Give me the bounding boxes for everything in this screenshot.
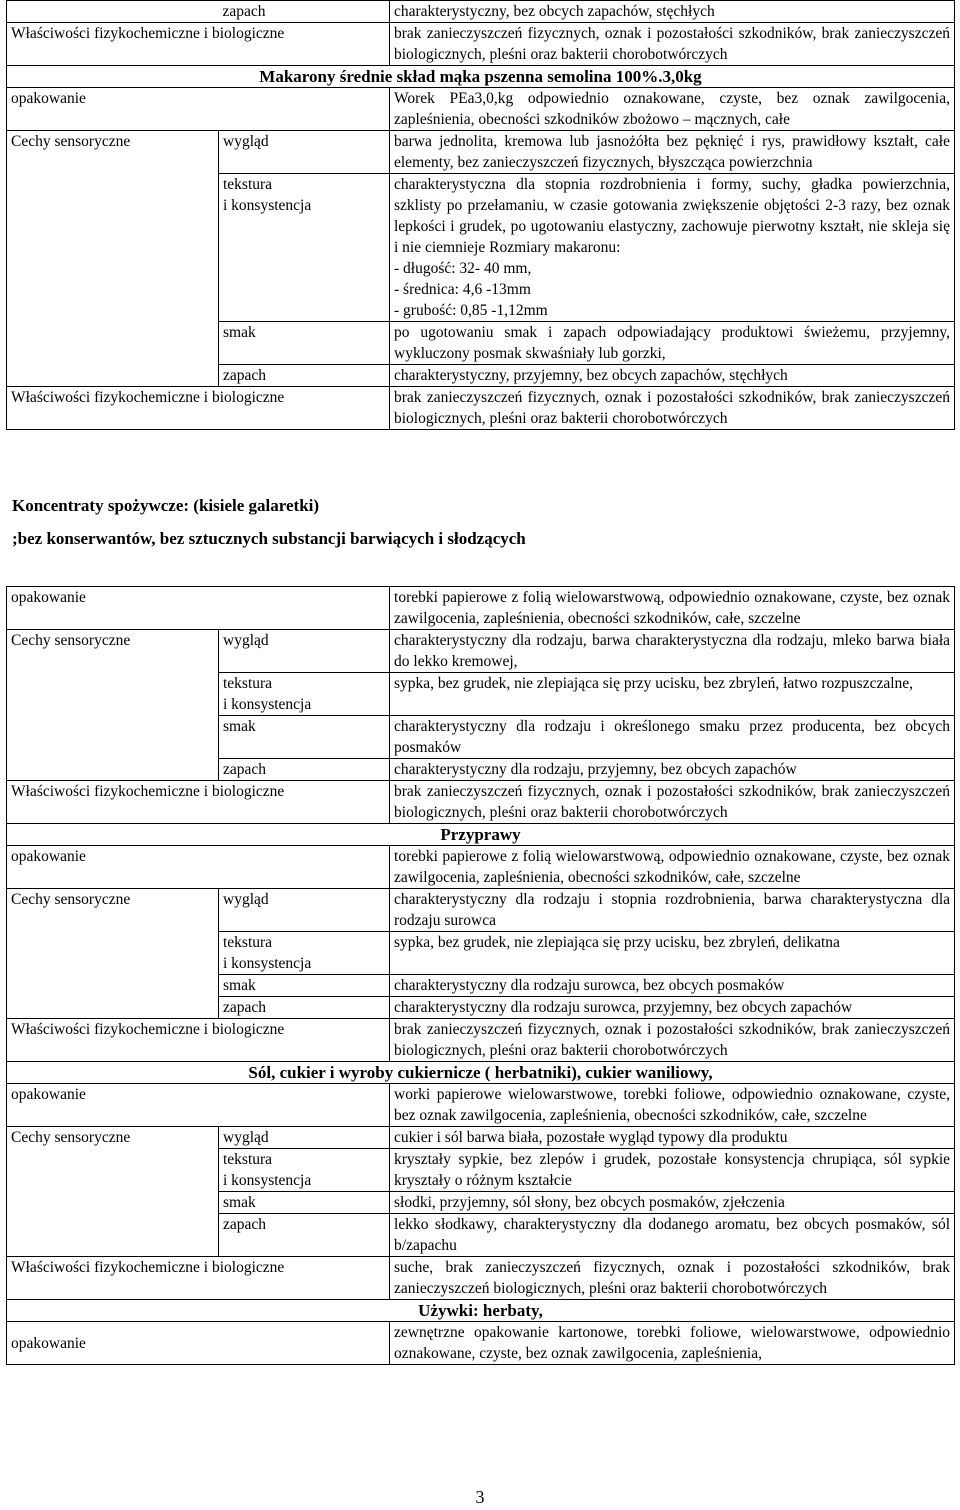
section-heading-przyprawy: Przyprawy <box>7 824 955 846</box>
row-sublabel <box>219 673 390 716</box>
table-row <box>7 716 955 759</box>
table-row <box>7 932 955 975</box>
table-row <box>7 1257 955 1300</box>
row-sublabel: wygląd <box>219 131 390 174</box>
row-value <box>390 174 955 322</box>
table-row <box>7 1084 955 1127</box>
row-value: charakterystyczny dla rodzaju i stopnia rozdrobnienia, barwa charakterystyczna dla rodzaju surowca <box>390 889 955 932</box>
table-row <box>7 630 955 673</box>
row-label: opakowanie <box>7 587 390 630</box>
row-sublabel: zapach <box>219 1 390 23</box>
row-label-empty <box>7 997 219 1019</box>
row-label: Właściwości fizykochemiczne i biologiczne <box>7 23 390 66</box>
row-label: opakowanie <box>7 1084 390 1127</box>
products-spec-table <box>6 586 955 1365</box>
table-row <box>7 1019 955 1062</box>
table-row <box>7 23 955 66</box>
row-label-empty <box>7 322 219 365</box>
row-value: barwa jednolita, kremowa lub jasnożółta bez pęknięć i rys, prawidłowy kształt, całe elementy, bez zanieczyszczeń fizycznych, błyszcząca powierzchnia <box>390 131 955 174</box>
table-row <box>7 1214 955 1257</box>
row-label: opakowanie <box>7 1322 390 1365</box>
row-value: torebki papierowe z folią wielowarstwową, odpowiednio oznakowane, czyste, bez oznak zawilgocenia, zapleśnienia, obecności szkodników, całe, szczelne <box>390 587 955 630</box>
row-label: Cechy sensoryczne <box>7 630 219 673</box>
table-row <box>7 673 955 716</box>
table-row <box>7 975 955 997</box>
row-sublabel: smak <box>219 975 390 997</box>
row-value: słodki, przyjemny, sól słony, bez obcych posmaków, zjełczenia <box>390 1192 955 1214</box>
koncentraty-subtitle: ;bez konserwantów, bez sztucznych substancji barwiących i słodzących <box>12 529 526 548</box>
row-value: charakterystyczny dla rodzaju, przyjemny, bez obcych zapachów <box>390 759 955 781</box>
row-sublabel <box>219 174 390 322</box>
row-sublabel: zapach <box>219 759 390 781</box>
second-table-block <box>6 586 954 1365</box>
row-value: charakterystyczny dla rodzaju, barwa charakterystyczna dla rodzaju, mleko barwa biała do lekko kremowej, <box>390 630 955 673</box>
section-heading-uzywki: Używki: herbaty, <box>7 1300 955 1322</box>
row-value: sypka, bez grudek, nie zlepiająca się przy ucisku, bez zbryleń, łatwo rozpuszczalne, <box>390 673 955 716</box>
table-row <box>7 587 955 630</box>
table-row <box>7 997 955 1019</box>
row-sublabel: smak <box>219 716 390 759</box>
tekstura-label: tekstura <box>223 675 273 692</box>
konsystencja-label: i konsystencja <box>223 1172 312 1189</box>
row-label <box>7 1 219 23</box>
table-row <box>7 846 955 889</box>
table-row <box>7 365 955 387</box>
row-value: torebki papierowe z folią wielowarstwową, odpowiednio oznakowane, czyste, bez oznak zawilgocenia, zapleśnienia, obecności szkodników, całe, szczelne <box>390 846 955 889</box>
table-row <box>7 1127 955 1149</box>
row-value: charakterystyczny dla rodzaju surowca, przyjemny, bez obcych zapachów <box>390 997 955 1019</box>
table-row <box>7 1192 955 1214</box>
row-value: brak zanieczyszczeń fizycznych, oznak i pozostałości szkodników, brak zanieczyszczeń biologicznych, pleśni oraz bakterii chorobotwórczych <box>390 1019 955 1062</box>
row-label: Właściwości fizykochemiczne i biologiczne <box>7 781 390 824</box>
row-sublabel: wygląd <box>219 630 390 673</box>
table-row <box>7 131 955 174</box>
row-label: Cechy sensoryczne <box>7 1127 219 1149</box>
row-label: opakowanie <box>7 88 390 131</box>
row-sublabel <box>219 932 390 975</box>
section-heading-row <box>7 1300 955 1322</box>
section-heading-makarony: Makarony średnie skład mąka pszenna semolina 100%.3,0kg <box>7 66 955 88</box>
row-label-empty <box>7 365 219 387</box>
row-value: worki papierowe wielowarstwowe, torebki foliowe, odpowiednio oznakowane, czyste, bez oznak zawilgocenia, zapleśnienia, obecności szkodników, całe, szczelne <box>390 1084 955 1127</box>
row-value: suche, brak zanieczyszczeń fizycznych, oznak i pozostałości szkodników, brak zanieczyszczeń biologicznych, pleśni oraz bakterii chorobotwórczych <box>390 1257 955 1300</box>
row-value: zewnętrzne opakowanie kartonowe, torebki foliowe, wielowarstwowe, odpowiednio oznakowane, czyste, bez oznak zawilgocenia, zapleśnienia, <box>390 1322 955 1365</box>
row-label-empty <box>7 1149 219 1192</box>
row-value: lekko słodkawy, charakterystyczny dla dodanego aromatu, bez obcych posmaków, sól b/zapachu <box>390 1214 955 1257</box>
table-row <box>7 387 955 430</box>
row-value: cukier i sól barwa biała, pozostałe wygląd typowy dla produktu <box>390 1127 955 1149</box>
row-label: Cechy sensoryczne <box>7 889 219 932</box>
section-heading-row <box>7 66 955 88</box>
row-label-empty <box>7 673 219 716</box>
konsystencja-label: i konsystencja <box>223 955 312 972</box>
section-heading-row <box>7 824 955 846</box>
row-value: brak zanieczyszczeń fizycznych, oznak i pozostałości szkodników, brak zanieczyszczeń biologicznych, pleśni oraz bakterii chorobotwórczych <box>390 781 955 824</box>
dimension-length: - długość: 32- 40 mm, <box>394 260 532 277</box>
row-value: charakterystyczny, bez obcych zapachów, stęchłych <box>390 1 955 23</box>
koncentraty-title: Koncentraty spożywcze: (kisiele galaretki) <box>12 496 320 515</box>
row-label-empty <box>7 975 219 997</box>
dimension-diameter: - średnica: 4,6 -13mm <box>394 281 531 298</box>
row-sublabel: smak <box>219 1192 390 1214</box>
row-label: opakowanie <box>7 846 390 889</box>
makarony-spec-table <box>6 0 955 430</box>
row-value: charakterystyczny dla rodzaju i określonego smaku przez producenta, bez obcych posmaków <box>390 716 955 759</box>
row-value: sypka, bez grudek, nie zlepiająca się przy ucisku, bez zbryleń, delikatna <box>390 932 955 975</box>
tekstura-label: tekstura <box>223 1151 273 1168</box>
konsystencja-label: i konsystencja <box>223 696 312 713</box>
row-sublabel: wygląd <box>219 889 390 932</box>
table-row <box>7 889 955 932</box>
konsystencja-label: i konsystencja <box>223 197 312 214</box>
row-sublabel <box>219 1149 390 1192</box>
row-value: charakterystyczny dla rodzaju surowca, bez obcych posmaków <box>390 975 955 997</box>
row-value: Worek PEa3,0,kg odpowiednio oznakowane, czyste, bez oznak zawilgocenia, zapleśnienia, obecności szkodników zbożowo – mącznych, całe <box>390 88 955 131</box>
row-sublabel: zapach <box>219 365 390 387</box>
table-row <box>7 1 955 23</box>
row-sublabel: smak <box>219 322 390 365</box>
table-row <box>7 1149 955 1192</box>
row-label: Właściwości fizykochemiczne i biologiczne <box>7 387 390 430</box>
row-label: Cechy sensoryczne <box>7 131 219 174</box>
table-row <box>7 1322 955 1365</box>
top-table-block <box>6 0 954 430</box>
table-row <box>7 322 955 365</box>
row-sublabel: zapach <box>219 1214 390 1257</box>
row-label-empty <box>7 1192 219 1214</box>
row-sublabel: wygląd <box>219 1127 390 1149</box>
row-value: po ugotowaniu smak i zapach odpowiadający produktowi świeżemu, przyjemny, wykluczony posmak skwaśniały lub gorzki, <box>390 322 955 365</box>
table-row <box>7 174 955 322</box>
dimension-thickness: - grubość: 0,85 -1,12mm <box>394 302 548 319</box>
row-value: charakterystyczny, przyjemny, bez obcych zapachów, stęchłych <box>390 365 955 387</box>
row-value: kryształy sypkie, bez zlepów i grudek, pozostałe konsystencja chrupiąca, sól sypkie kryształy o różnym kształcie <box>390 1149 955 1192</box>
row-value: brak zanieczyszczeń fizycznych, oznak i pozostałości szkodników, brak zanieczyszczeń biologicznych, pleśni oraz bakterii chorobotwórczych <box>390 387 955 430</box>
row-label: Właściwości fizykochemiczne i biologiczne <box>7 1257 390 1300</box>
tekstura-label: tekstura <box>223 934 273 951</box>
row-value: brak zanieczyszczeń fizycznych, oznak i pozostałości szkodników, brak zanieczyszczeń biologicznych, pleśni oraz bakterii chorobotwórczych <box>390 23 955 66</box>
tekstura-label: tekstura <box>223 176 273 193</box>
page-number: 3 <box>475 1487 485 1507</box>
tekstura-value: charakterystyczna dla stopnia rozdrobnienia i formy, suchy, gładka powierzchnia, szklisty po przełamaniu, w czasie gotowania zwiększenie objętości 2-3 razy, bez oznak lepkości i grudek, po ugotowaniu elastyczny, zachowuje pierwotny kształt, nie skleja się i nie ciemnieje Rozmiary makaronu: <box>394 176 950 256</box>
row-sublabel: zapach <box>219 997 390 1019</box>
row-label-empty <box>7 716 219 759</box>
row-label-empty <box>7 759 219 781</box>
table-row <box>7 759 955 781</box>
table-row <box>7 88 955 131</box>
section-heading-row <box>7 1062 955 1084</box>
row-label-empty <box>7 174 219 322</box>
row-label-empty <box>7 932 219 975</box>
section-heading-sol-cukier: Sól, cukier i wyroby cukiernicze ( herbatniki), cukier waniliowy, <box>7 1062 955 1084</box>
row-label-empty <box>7 1214 219 1257</box>
table-row <box>7 781 955 824</box>
row-label: Właściwości fizykochemiczne i biologiczne <box>7 1019 390 1062</box>
